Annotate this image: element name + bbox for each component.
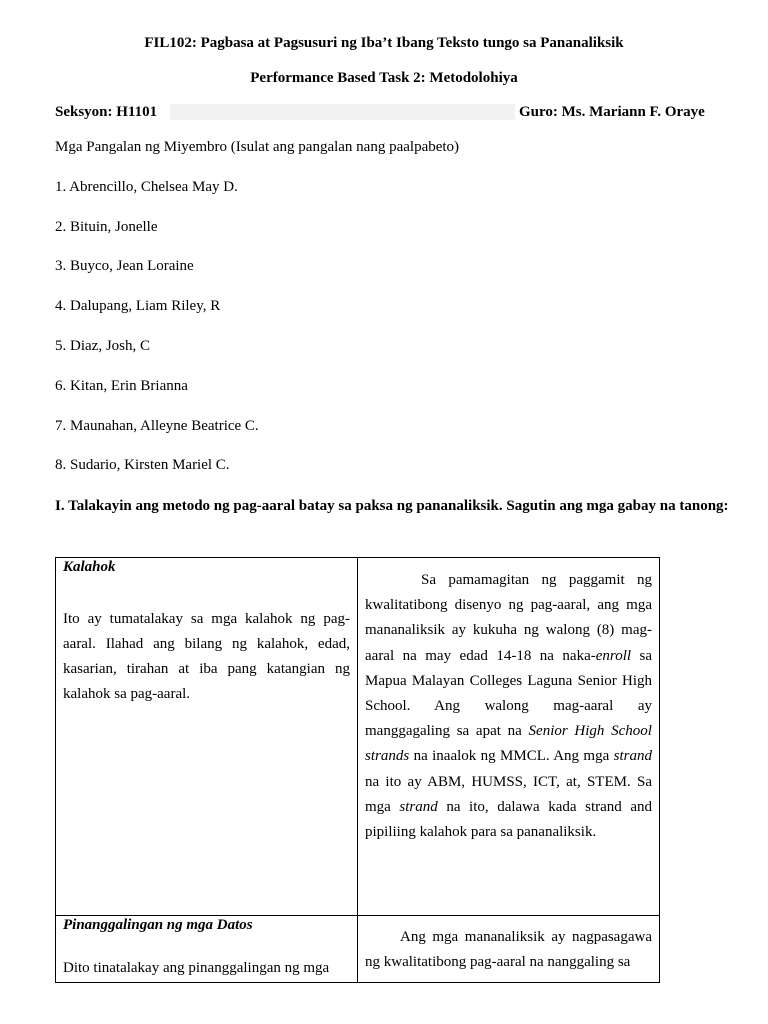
member-item: 6. Kitan, Erin Brianna — [55, 378, 188, 394]
question-title: Kalahok — [63, 559, 116, 575]
table-row — [56, 916, 660, 983]
course-title: FIL102: Pagbasa at Pagsusuri ng Iba’t Ibang Teksto tungo sa Pananaliksik — [144, 35, 624, 51]
question-cell — [56, 558, 358, 916]
answer-cell — [358, 916, 660, 983]
answer-text: Ang mga mananaliksik ay nagpasagawa ng kwalitatibong pag-aaral na nanggaling sa — [365, 929, 652, 971]
table-row — [56, 558, 660, 916]
answer-text: Sa pamamagitan ng paggamit ng kwalitatibong disenyo ng pag-aaral, ang mga mananaliksik ay kukuha ng walong (8) mag-aaral na may edad 14-18 na naka-enroll sa Mapua Malayan Colleges Laguna Senior High School. Ang walong mag-aaral ay manggagaling sa apat na Senior High School strands na inaalok ng MMCL. Ang mga strand na ito ay ABM, HUMSS, ICT, at, STEM. Sa mga strand na ito, dalawa kada strand and pipiliing kalahok para sa pananaliksik. — [365, 572, 652, 841]
section-highlight — [170, 104, 515, 120]
member-item: 3. Buyco, Jean Loraine — [55, 258, 194, 274]
methodology-table — [55, 557, 660, 983]
member-item: 7. Maunahan, Alleyne Beatrice C. — [55, 418, 259, 434]
section-heading: I. Talakayin ang metodo ng pag-aaral batay sa paksa ng pananaliksik. Sagutin ang mga gabay na tanong: — [55, 498, 729, 514]
member-item: 1. Abrencillo, Chelsea May D. — [55, 179, 238, 195]
member-item: 5. Diaz, Josh, C — [55, 338, 150, 354]
question-cell — [56, 916, 358, 983]
question-description: Ito ay tumatalakay sa mga kalahok ng pag-aaral. Ilahad ang bilang ng kalahok, edad, kasarian, tirahan at iba pang katangian ng kalahok sa pag-aaral. — [63, 611, 350, 702]
question-title: Pinanggalingan ng mga Datos — [63, 917, 253, 933]
teacher-label: Guro: Ms. Mariann F. Oraye — [519, 104, 705, 120]
member-item: 8. Sudario, Kirsten Mariel C. — [55, 457, 230, 473]
section-label: Seksyon: H1101 — [55, 104, 158, 120]
member-item: 2. Bituin, Jonelle — [55, 219, 158, 235]
member-item: 4. Dalupang, Liam Riley, R — [55, 298, 221, 314]
members-instruction: Mga Pangalan ng Miyembro (Isulat ang pangalan nang paalpabeto) — [55, 139, 460, 155]
task-title: Performance Based Task 2: Metodolohiya — [250, 70, 518, 86]
question-description: Dito tinatalakay ang pinanggalingan ng mga — [63, 960, 330, 976]
answer-cell — [358, 558, 660, 916]
